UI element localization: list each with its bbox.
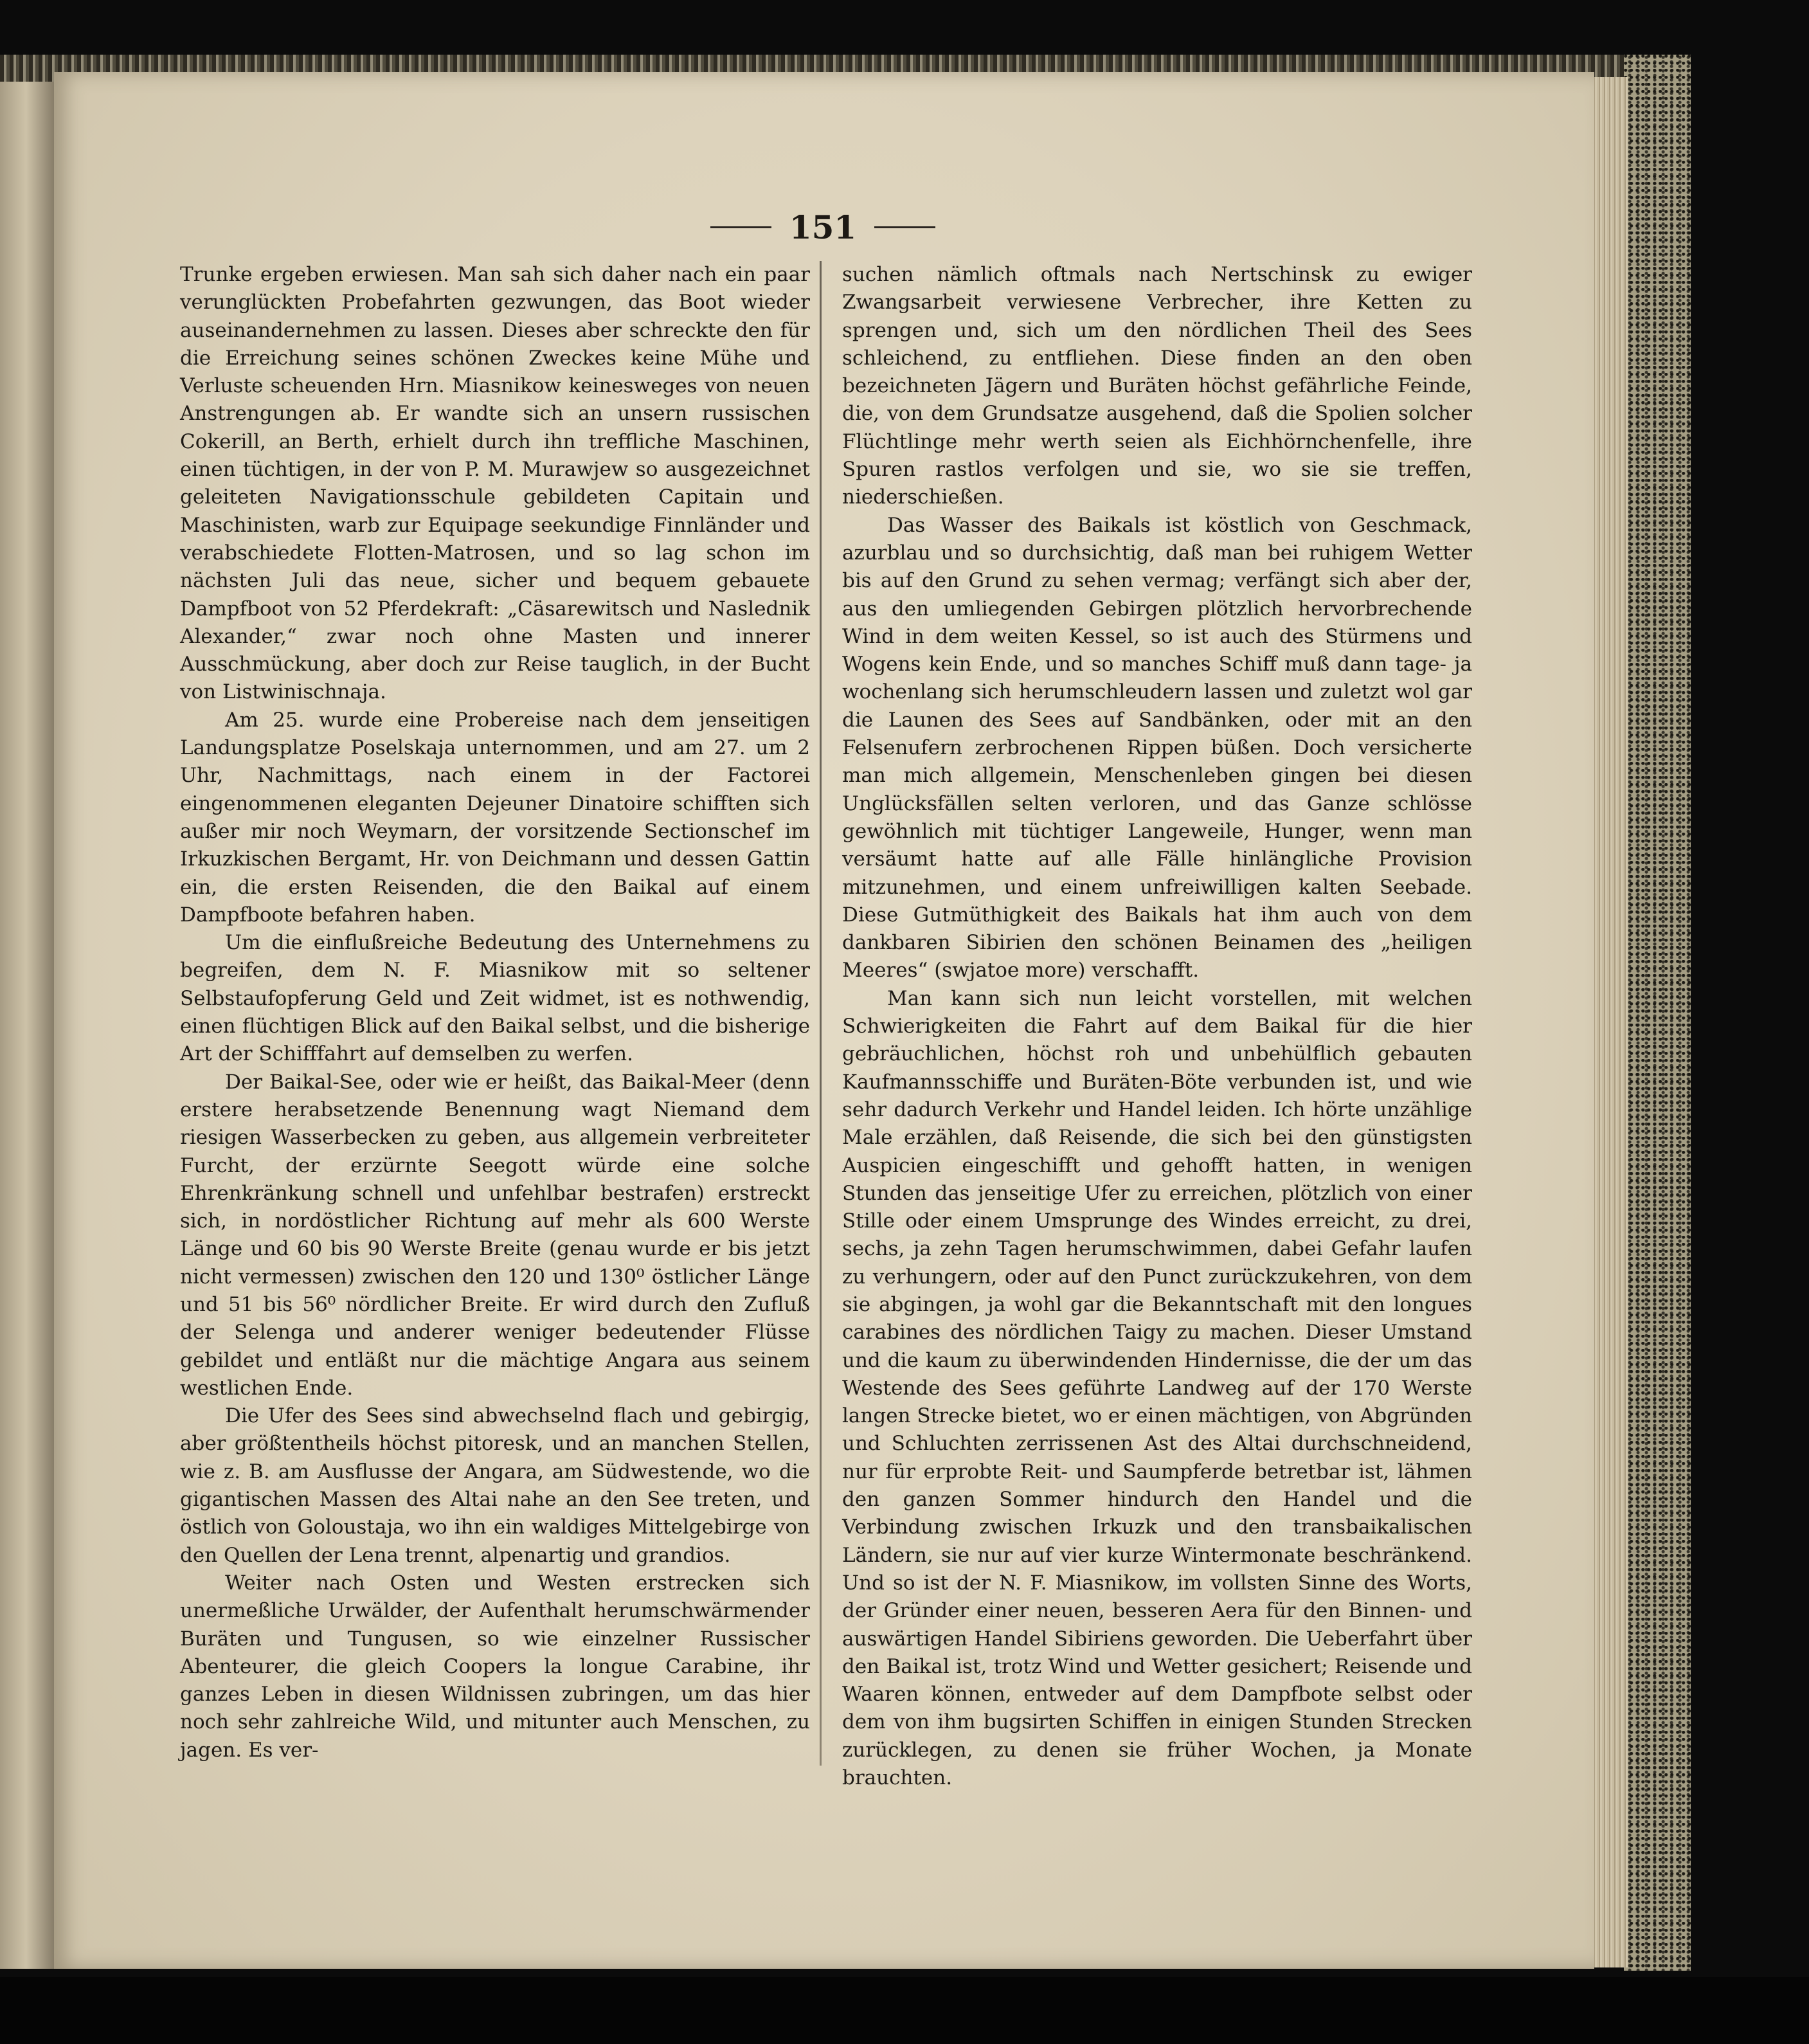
paragraph: Das Wasser des Baikals ist köstlich von Geschmack, azurblau und so durchsichtig, daß man bei ruhigem Wetter bis auf den Grund zu sehen vermag; verfängt sich aber der, aus den umliegenden Gebirgen plötzlich hervorbrechende Wind in dem weiten Kessel, so ist auch des Stürmens und Wogens kein Ende, und so manches Schiff muß dann tage- ja wochenlang sich herumschleudern lassen und zuletzt wol gar die Launen des Sees auf Sandbänken, oder mit an den Felsenufern zerbrochenen Rippen büßen. Doch versicherte man mich allgemein, Menschenleben gingen bei diesen Unglücksfällen selten verloren, und das Ganze schlösse gewöhnlich mit tüchtiger Langeweile, Hunger, wenn man versäumt hatte auf alle Fälle hinlängliche Provision mitzunehmen, und einem unfreiwilligen kalten Seebade. Diese Gutmüthigkeit des Baikals hat ihm auch von dem dankbaren Sibirien den schönen Beinamen des „heiligen Meeres“ (swjatoe more) verschafft.: [842, 513, 1472, 982]
paragraph: Am 25. wurde eine Probereise nach dem jenseitigen Landungsplatze Poselskaja unternommen, und am 27. um 2 Uhr, Nachmittags, nach einem in der Factorei eingenommenen eleganten Dejeuner Dinatoire schifften sich außer mir noch Weymarn, der vorsitzende Sectionschef im Irkuzkischen Bergamt, Hr. von Deichmann und dessen Gattin ein, die ersten Reisenden, die den Baikal auf einem Dampfboote befahren haben.: [180, 708, 810, 927]
paragraph: Der Baikal-See, oder wie er heißt, das Baikal-Meer (denn erstere herabsetzende Benennung wagt Niemand dem riesigen Wasserbecken zu geben, aus allgemein verbreiteter Furcht, der erzürnte Seegott würde eine solche Ehrenkränkung schnell und unfehlbar bestrafen) erstreckt sich, in nordöstlicher Richtung auf mehr als 600 Werste Länge und 60 bis 90 Werste Breite (genau wurde er bis jetzt nicht vermessen) zwischen den 120 und 130⁰ östlicher Länge und 51 bis 56⁰ nördlicher Breite. Er wird durch den Zufluß der Selenga und anderer weniger bedeutender Flüsse gebildet und entläßt nur die mächtige Angara aus seinem westlichen Ende.: [180, 1070, 810, 1400]
page-header: [694, 204, 951, 249]
page-stack-edge: [1592, 77, 1628, 1967]
paragraph: Um die einflußreiche Bedeutung des Unternehmens zu begreifen, dem N. F. Miasnikow mit so seltener Selbstaufopferung Geld und Zeit widmet, ist es nothwendig, einen flüchtigen Blick auf den Baikal selbst, und die bisherige Art der Schifffahrt auf demselben zu werfen.: [180, 931, 810, 1066]
right-text-column: [842, 261, 1472, 1792]
book-cover-edge-right: [1624, 55, 1691, 1971]
header-rule-left: [710, 226, 771, 228]
page-number: 151: [789, 208, 857, 246]
paragraph: Trunke ergeben erwiesen. Man sah sich daher nach ein paar verunglückten Probefahrten gezwungen, das Boot wieder auseinandernehmen zu lassen. Dieses aber schreckte den für die Erreichung seines schönen Zweckes keine Mühe und Verluste scheuenden Hrn. Miasnikow keinesweges von neuen Anstrengungen ab. Er wandte sich an unsern russischen Cokerill, an Berth, erhielt durch ihn treffliche Maschinen, einen tüchtigen, in der von P. M. Murawjew so ausgezeichnet geleiteten Navigationsschule gebildeten Capitain und Maschinisten, warb zur Equipage seekundige Finnländer und verabschiedete Flotten-Matrosen, und so lag schon im nächsten Juli das neue, sicher und bequem gebauete Dampfboot von 52 Pferdekraft: „Cäsarewitsch und Naslednik Alexander,“ zwar noch ohne Masten und innerer Ausschmückung, aber doch zur Reise tauglich, in der Bucht von Listwinischnaja.: [180, 263, 810, 704]
column-divider: [820, 261, 822, 1766]
paragraph: Weiter nach Osten und Westen erstrecken sich unermeßliche Urwälder, der Aufenthalt herumschwärmender Buräten und Tungusen, so wie einzelner Russischer Abenteurer, die gleich Coopers la longue Carabine, ihr ganzes Leben in diesen Wildnissen zubringen, um das hier noch sehr zahlreiche Wild, und mitunter auch Menschen, zu jagen. Es ver-: [180, 1571, 810, 1762]
left-text-column: [180, 261, 810, 1764]
paragraph: suchen nämlich oftmals nach Nertschinsk zu ewiger Zwangsarbeit verwiesene Verbrecher, ihre Ketten zu sprengen und, sich um den nördlichen Theil des Sees schleichend, zu entfliehen. Diese finden an den oben bezeichneten Jägern und Buräten höchst gefährliche Feinde, die, von dem Grundsatze ausgehend, daß die Spolien solcher Flüchtlinge mehr werth seien als Eichhörnchenfelle, ihre Spuren rastlos verfolgen und sie, wo sie sie treffen, niederschießen.: [842, 263, 1472, 509]
scan-background: [0, 1977, 1809, 2044]
paragraph: Die Ufer des Sees sind abwechselnd flach und gebirgig, aber größtentheils höchst pitoresk, und an manchen Stellen, wie z. B. am Ausflusse der Angara, am Südwestende, wo die gigantischen Massen des Altai nahe an den See treten, und östlich von Goloustaja, wo ihn ein waldiges Mittelgebirge von den Quellen der Lena trennt, alpenartig und grandios.: [180, 1404, 810, 1567]
header-rule-right: [874, 226, 935, 228]
paragraph: Man kann sich nun leicht vorstellen, mit welchen Schwierigkeiten die Fahrt auf dem Baikal für die hier gebräuchlichen, höchst roh und unbehülflich gebauten Kaufmannsschiffe und Buräten-Böte verbunden ist, und wie sehr dadurch Verkehr und Handel leiden. Ich hörte unzählige Male erzählen, daß Reisende, die sich bei den günstigsten Auspicien eingeschifft und gehofft hatten, in wenigen Stunden das jenseitige Ufer zu erreichen, plötzlich von einer Stille oder einem Umsprunge des Windes erreicht, zu drei, sechs, ja zehn Tagen herumschwimmen, dabei Gefahr laufen zu verhungern, oder auf den Punct zurückzukehren, von dem sie abgingen, ja wohl gar die Bekanntschaft mit den longues carabines des nördlichen Taigy zu machen. Dieser Umstand und die kaum zu überwindenden Hindernisse, die der um das Westende des Sees geführte Landweg auf der 170 Werste langen Strecke bietet, wo er einen mächtigen, von Abgründen und Schluchten zerrissenen Ast des Altai durchschneidend, nur für erprobte Reit- und Saumpferde betretbar ist, lähmen den ganzen Sommer hindurch den Handel und die Verbindung zwischen Irkuzk und den transbaikalischen Ländern, sie nur auf vier kurze Wintermonate beschränkend. Und so ist der N. F. Miasnikow, im vollsten Sinne des Worts, der Gründer einer neuen, besseren Aera für den Binnen- und auswärtigen Handel Sibiriens geworden. Die Ueberfahrt über den Baikal ist, trotz Wind und Wetter gesichert; Reisende und Waaren können, entweder auf dem Dampfbote selbst oder dem von ihm bugsirten Schiffen in einigen Stunden Strecken zurücklegen, zu denen sie früher Wochen, ja Monate brauchten.: [842, 986, 1472, 1790]
facing-page-edge: [0, 72, 58, 1969]
